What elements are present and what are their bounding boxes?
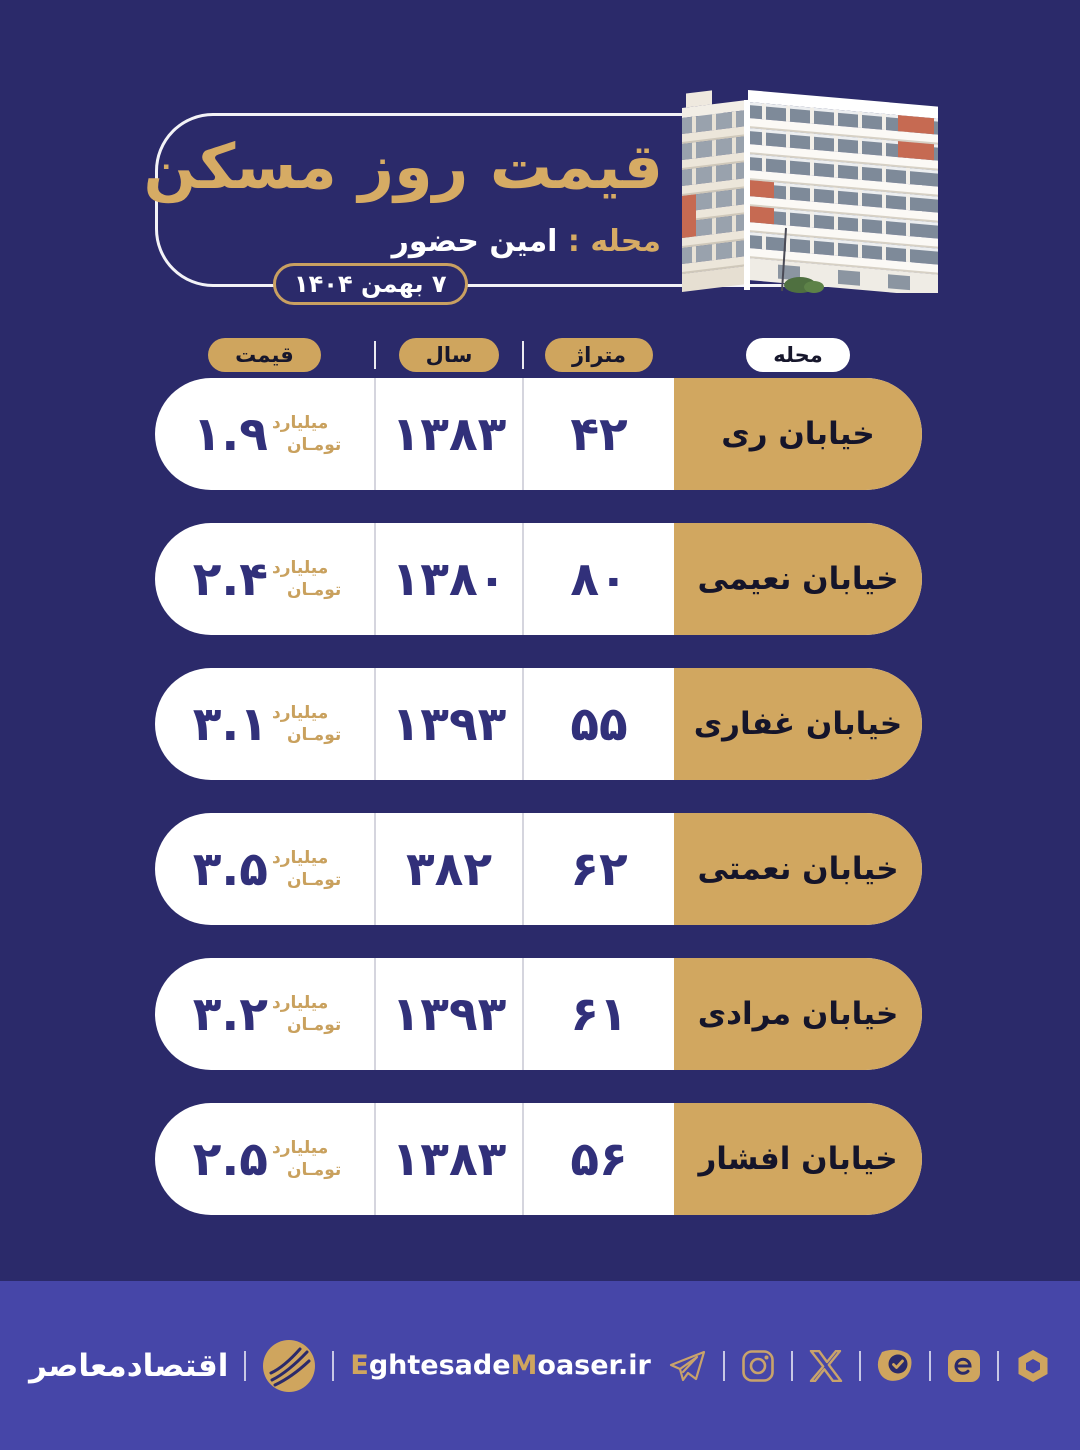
area-value: ۴۲ xyxy=(570,406,628,462)
neighborhood-cell xyxy=(674,813,922,925)
neighborhood-name: خیابان نعیمی xyxy=(697,561,899,597)
price-value: ۱.۹ xyxy=(192,406,268,462)
price-cell xyxy=(155,958,374,1070)
table-header xyxy=(155,336,922,373)
price-unit: میلیارد تومـان xyxy=(271,412,342,455)
neighborhood-name: خیابان مرادی xyxy=(697,996,899,1032)
year-value: ۳۸۲ xyxy=(405,841,493,897)
year-cell xyxy=(376,668,522,780)
area-value: ۸۰ xyxy=(570,551,628,607)
neighborhood-name: خیابان نعمتی xyxy=(697,851,899,887)
footer-divider xyxy=(997,1351,999,1381)
year-value: ۱۳۸۳ xyxy=(391,1131,507,1187)
table-row xyxy=(155,523,922,635)
neighborhood-name: خیابان ری xyxy=(721,416,875,452)
date-badge: ۷ بهمن ۱۴۰۴ xyxy=(273,263,468,305)
table-row xyxy=(155,958,922,1070)
table-row xyxy=(155,668,922,780)
neighborhood-subtitle xyxy=(392,224,661,259)
rubika-icon[interactable] xyxy=(1015,1348,1051,1384)
year-cell xyxy=(376,378,522,490)
price-value: ۳.۲ xyxy=(192,986,268,1042)
price-unit: میلیارد تومـان xyxy=(271,557,342,600)
table-row xyxy=(155,813,922,925)
area-cell xyxy=(524,668,674,780)
year-cell xyxy=(376,813,522,925)
column-header-area xyxy=(524,336,674,373)
x-icon[interactable] xyxy=(809,1350,843,1382)
footer-divider xyxy=(859,1351,861,1381)
footer-divider xyxy=(723,1351,725,1381)
neighborhood-value: امین حضور xyxy=(391,224,558,259)
price-value: ۳.۵ xyxy=(192,841,268,897)
eghtesad-moaser-logo xyxy=(262,1339,316,1393)
column-header-price xyxy=(155,336,374,373)
year-cell xyxy=(376,1103,522,1215)
neighborhood-name: خیابان افشار xyxy=(698,1141,898,1177)
year-value: ۱۳۸۳ xyxy=(391,406,507,462)
website-url[interactable]: EghtesadeMoaser.ir xyxy=(350,1350,651,1381)
area-value: ۶۱ xyxy=(570,986,628,1042)
neighborhood-label: محله : xyxy=(567,224,661,259)
brand-name: اقتصادمعاصر xyxy=(29,1347,229,1384)
page-title: قیمت روز مسکن xyxy=(143,130,663,203)
price-unit: میلیارد تومـان xyxy=(271,1137,342,1180)
table-body xyxy=(155,378,922,1215)
building-illustration xyxy=(648,78,953,293)
year-value: ۱۳۹۳ xyxy=(391,986,507,1042)
price-value: ۲.۴ xyxy=(192,551,268,607)
year-value: ۱۳۸۰ xyxy=(391,551,507,607)
building-photo xyxy=(648,78,953,293)
table-row xyxy=(155,1103,922,1215)
price-unit: میلیارد تومـان xyxy=(271,992,342,1035)
area-cell xyxy=(524,813,674,925)
year-value: ۱۳۹۳ xyxy=(391,696,507,752)
price-cell xyxy=(155,668,374,780)
year-header-pill: سال xyxy=(399,338,500,372)
eitaa-icon[interactable] xyxy=(947,1349,981,1383)
area-header-pill: متراژ xyxy=(545,338,653,372)
neighborhood-cell xyxy=(674,378,922,490)
price-unit: میلیارد تومـان xyxy=(271,702,342,745)
year-cell xyxy=(376,958,522,1070)
price-unit: میلیارد تومـان xyxy=(271,847,342,890)
telegram-icon[interactable] xyxy=(667,1349,707,1383)
instagram-icon[interactable] xyxy=(741,1349,775,1383)
year-cell xyxy=(376,523,522,635)
neighborhood-header-pill: محله xyxy=(746,338,849,372)
neighborhood-cell xyxy=(674,1103,922,1215)
area-cell xyxy=(524,958,674,1070)
area-value: ۵۶ xyxy=(570,1131,628,1187)
neighborhood-cell xyxy=(674,523,922,635)
neighborhood-name: خیابان غفاری xyxy=(693,706,903,742)
price-value: ۲.۵ xyxy=(192,1131,268,1187)
price-header-pill: قیمت xyxy=(208,338,321,372)
footer-divider xyxy=(929,1351,931,1381)
price-value: ۳.۱ xyxy=(192,696,268,752)
area-value: ۶۲ xyxy=(570,841,628,897)
price-cell xyxy=(155,523,374,635)
column-header-neighborhood xyxy=(674,336,922,373)
footer-bar xyxy=(0,1281,1080,1450)
neighborhood-cell xyxy=(674,668,922,780)
table-row xyxy=(155,378,922,490)
area-cell xyxy=(524,378,674,490)
neighborhood-cell xyxy=(674,958,922,1070)
area-cell xyxy=(524,523,674,635)
price-cell xyxy=(155,1103,374,1215)
bale-icon[interactable] xyxy=(877,1349,913,1383)
price-cell xyxy=(155,378,374,490)
footer-divider xyxy=(332,1351,334,1381)
column-header-year xyxy=(376,336,522,373)
footer-divider xyxy=(244,1351,246,1381)
price-cell xyxy=(155,813,374,925)
area-cell xyxy=(524,1103,674,1215)
footer-divider xyxy=(791,1351,793,1381)
area-value: ۵۵ xyxy=(570,696,628,752)
